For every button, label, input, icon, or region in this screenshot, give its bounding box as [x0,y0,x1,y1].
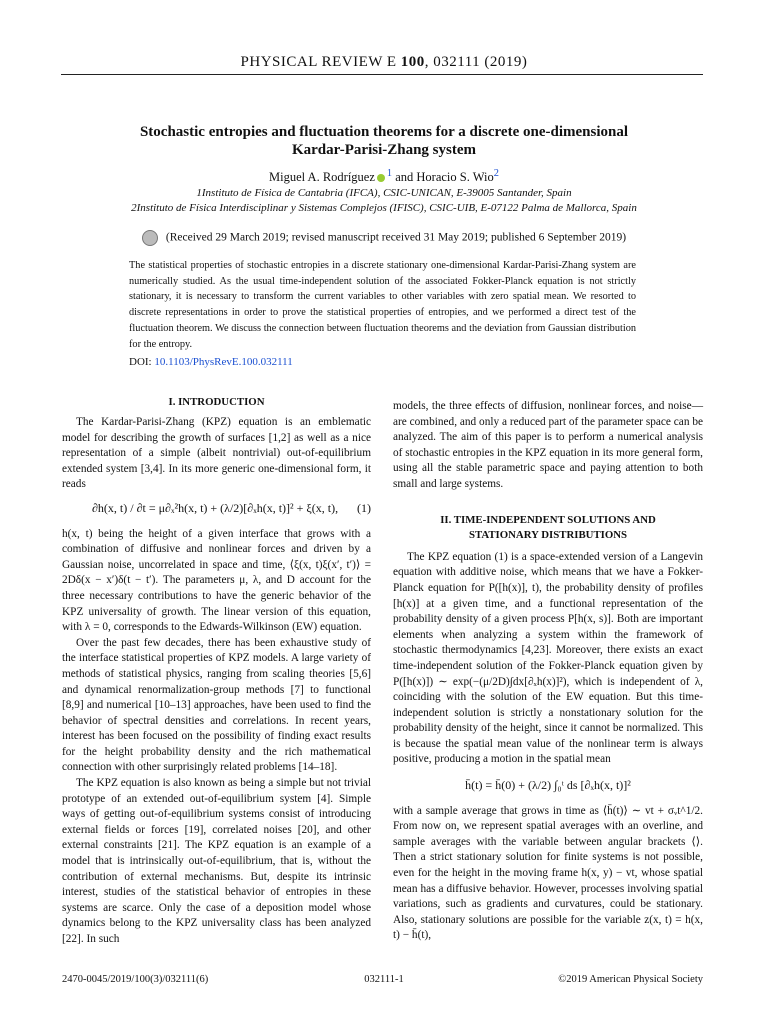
received-dates: (Received 29 March 2019; revised manuscript received 31 May 2019; published 6 September 2019) [0,230,768,246]
abstract: The statistical properties of stochastic entropies in a discrete stationary one-dimensional Kardar-Parisi-Zhang system are numerically studied. As the usual time-independent solution of the associated Fokker-Planck equation is not strictly stationary, it is necessary to transform the current variables to other variables with zero spatial mean. We resorted to discrete representations in order to prove the statistical properties of entropies, and we performed a direct test of the fluctuation theorem. We discuss the connection between fluctuation theorems and the deviation from Gaussian distribution for the entropy. [129,260,636,350]
paragraph: The KPZ equation is also known as being a simple but not trivial prototype of an extended out-of-equilibrium system [4]. Simple ways of getting out-of-equilibrium systems consist of introducing external fields or forces [19], correlated noises [20], and other external constraints [21]. The KPZ equation is an example of a model that is intrinsically out-of-equilibrium, that is, without the contribution of external mechanisms. But, despite its intrinsic interest, studies of the statistical behavior of entropies in these systems are scarce. Only the case of a deposition model whose dynamics belong to the KPZ universality class has been analyzed [22]. In such [62,777,371,945]
footer-page: 032111-1 [364,974,404,985]
header-rule [61,74,703,75]
affiliation-1: 1Instituto de Física de Cantabria (IFCA), CSIC-UNICAN, E-39005 Santander, Spain [196,187,572,199]
doi-link[interactable]: 10.1103/PhysRevE.100.032111 [154,356,293,368]
paragraph: The Kardar-Parisi-Zhang (KPZ) equation is an emblematic model for describing the growth of surfaces [1,2] as well as a nice representation of a simple (albeit nontrivial) out-of-equilibrium extended system [3,4]. In its more generic one-dimensional form, it reads [62,416,371,491]
orcid-icon[interactable] [377,174,385,182]
author-list: Miguel A. Rodríguez $^1$ and Horacio S. Wio$^2$ [269,168,499,185]
equation-1: ∂h(x, t) / ∂t = μ∂ₓ²h(x, t) + (λ/2)[∂ₓh(x, t)]² + ξ(x, t), (1) [92,500,371,515]
crossmark-icon[interactable] [142,230,158,246]
doi-line: DOI: 10.1103/PhysRevE.100.032111 [129,356,293,368]
paragraph: h(x, t) being the height of a given interface that grows with a combination of diffusive and nonlinear forces and driven by a Gaussian noise, uncorrelated in space and time, ⟨ξ(x, t)ξ(x′, t′)⟩ = 2Dδ(x − x′)δ(t − t′). The parameters μ, λ, and D account for the three necessary contributions to have the generic behavior of the KPZ universality of growth. The linear version of this equation, with λ = 0, corresponds to the Edwards-Wilkinson (EW) equation. [62,527,371,634]
affiliation-2: 2Instituto de Física Interdisciplinar y Sistemas Complejos (IFISC), CSIC-UIB, E-07122 Palma de Mallorca, Spain [131,202,637,214]
equation-number: (1) [357,500,371,515]
paragraph: with a sample average that grows in time as ⟨h̄(t)⟩ ∼ vt + σᵥt^1/2. From now on, we represent spatial averages with an overline, and sample averages with the variable between angular brackets ⟨⟩. Then a strict stationary solution for finite systems is not possible, even for the height in the moving frame h(x, y) − vt, whose spatial mean has a diffusive behavior. However, processes involving spatial variations, such as gradients and curvatures, could be stationary. Also, stationary solutions are possible for the variable z(x, t) = h(x, t) − h̄(t), [393,804,703,942]
journal-header: PHYSICAL REVIEW E 100, 032111 (2019) [240,54,528,70]
section-heading-2: II. TIME-INDEPENDENT SOLUTIONS AND STATIONARY DISTRIBUTIONS [440,513,656,542]
paragraph: Over the past few decades, there has been exhaustive study of the interface statistical properties of KPZ models. A large variety of methods of statistical physics, ranging from scaling theories [5,6] and dynamical renormalization-group methods [7] to functional [8,9] and numerical [10–13] approaches, have been used to find the behavior of spectral densities and correlations. In recent years, interest has been focused on the possibility of finding exact results for the height probability density and the rich mathematical connection with other surprisingly related problems [14–18]. [62,636,371,774]
right-column [393,399,703,944]
left-column [62,415,371,948]
paragraph: models, the three effects of diffusion, nonlinear forces, and noise—are combined, and only a reduced part of the parameter space can be analyzed. The aim of this paper is to perform a numerical analysis of stochastic entropies in the KPZ equation in its more general form, using all the stable parametric space and paying attention to both small and large systems. [393,400,703,490]
equation-2: h̄(t) = h̄(0) + (λ/2) ∫₀ᵗ ds [∂ₓh(x, t)]² [465,778,631,793]
footer-issn: 2470-0045/2019/100(3)/032111(6) [62,974,209,985]
section-heading-intro: I. INTRODUCTION [168,396,265,408]
paper-title: Stochastic entropies and fluctuation theorems for a discrete one-dimensional Kardar-Parisi-Zhang system [139,124,629,158]
paragraph: The KPZ equation (1) is a space-extended version of a Langevin equation with additive noise, which means that we have a Fokker-Planck equation for P([h(x)], t), the probability density of profiles [h(x)] at a given time, and a functional representation of the probability density of a given process P[h(x, s)]. Both are important elements when analyzing a system within the framework of stochastic thermodynamics [4,23]. Moreover, there exists an exact time-independent solution of the Fokker-Planck equation given by P([h(x)]) ∼ exp(−(μ/2D)∫dx[∂ₓh(x)]²), which is independent of λ, coinciding with the solution of the EW equation. But this time-independent solution is strictly a nonstationary solution for the probability density of the height, since it cannot be normalized. This is because the spatial mean value of the nonlinear term is always positive, producing a motion in the spatial mean [393,550,703,766]
footer-copyright: ©2019 American Physical Society [558,974,703,985]
